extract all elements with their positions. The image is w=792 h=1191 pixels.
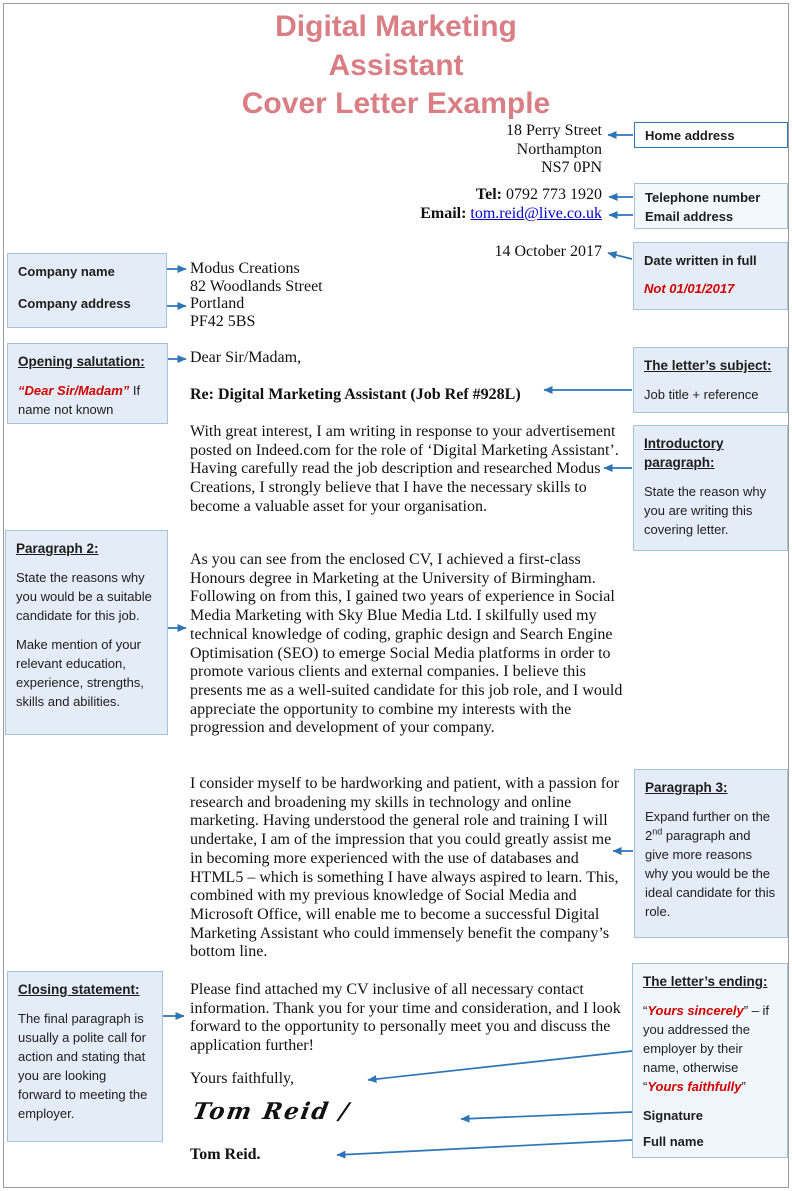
callout-subject (633, 347, 788, 413)
callout-paragraph-3-body (645, 807, 777, 921)
arrow-signature (461, 1112, 632, 1119)
valediction: Yours faithfully, (190, 1070, 295, 1087)
tel-value: 0792 773 1920 (502, 186, 602, 203)
callout-date-heading: Date written in full (644, 253, 757, 268)
email-label: Email: (420, 204, 467, 222)
paragraph-2: As you can see from the enclosed CV, I achieved a first-class Honours degree in Marketing at the University of Birmingham. Following on from this, I gained two years of experience in Social Media Marketing with Sky Blue Media Ltd. I skilfully used my technical knowledge of coding, graphic design and Search Engine Optimisation (SEO) to emerge Social Media platforms in order to promote various clients and external companies. I believe this presents me as a well-suited candidate for this job role, and I would appreciate the opportunity to combine my interests with the progression and development of your company. (190, 551, 623, 737)
callout-opening-heading: Opening salutation: (18, 354, 145, 369)
callout-company-address-label: Company address (18, 296, 131, 311)
callout-date (633, 242, 788, 310)
company-address-block (190, 260, 323, 330)
callout-paragraph-3-body-sup: nd (652, 826, 663, 837)
callout-paragraph-3-body-pre: Expand further on the 2 (645, 809, 771, 843)
callout-paragraph-2-body-2: Make mention of your relevant education, experience, strengths, skills and abilities. (16, 637, 144, 709)
callout-home-address (634, 122, 788, 148)
callout-email-label: Email address (645, 209, 734, 224)
typed-name: Tom Reid. (190, 1146, 261, 1163)
callout-ending (632, 963, 788, 1158)
home-address-line-1: 18 Perry Street (506, 122, 602, 139)
callout-paragraph-2-body-1: State the reasons why you would be a suitable candidate for this job. (16, 570, 152, 623)
callout-paragraph-2 (5, 530, 168, 735)
arrow-date (608, 253, 632, 259)
arrow-fullname (337, 1140, 632, 1155)
callout-opening-body (18, 381, 157, 419)
telephone-line (420, 186, 602, 205)
callout-subject-body: Job title + reference (644, 387, 759, 402)
callout-ending-yours-faithfully: Yours faithfully (647, 1079, 742, 1094)
callout-ending-body (643, 1001, 777, 1096)
email-link[interactable]: tom.reid@live.co.uk (470, 204, 602, 222)
paragraph-4: Please find attached my CV inclusive of all necessary contact information. Thank you for your time and consideration, and I look forward to the opportunity to personally meet you and discuss the application further! (190, 981, 621, 1055)
callout-opening (7, 343, 168, 424)
callout-ending-quote-close: ” (741, 1079, 746, 1094)
page-title (0, 8, 792, 124)
callout-phone-email (634, 183, 788, 229)
callout-paragraph-3-body-post: paragraph and give more reasons why you would be the ideal candidate for this role. (645, 828, 776, 919)
company-address-line-3: PF42 5BS (190, 312, 256, 330)
page-title-line-2: Assistant (328, 48, 464, 82)
page-title-line-3: Cover Letter Example (241, 87, 551, 120)
home-address-line-2: Northampton (516, 140, 602, 158)
callout-date-note: Not 01/01/2017 (644, 281, 735, 296)
tel-label: Tel: (475, 186, 502, 203)
subject-line: Re: Digital Marketing Assistant (Job Ref #928L) (190, 386, 521, 403)
callout-closing-body: The final paragraph is usually a polite call for action and stating that you are looking forward to meeting the employer. (18, 1011, 148, 1121)
company-address-line-2: Portland (190, 295, 245, 313)
callout-ending-mid-text: ” – if you addressed the employer by their name, otherwise “ (643, 1003, 769, 1094)
callout-ending-yours-sincerely: Yours sincerely (647, 1003, 744, 1018)
contact-block (420, 186, 602, 223)
callout-ending-heading: The letter’s ending: (643, 974, 768, 989)
company-address-line-1: 82 Woodlands Street (190, 277, 323, 295)
callout-opening-highlight: “Dear Sir/Madam” (18, 383, 130, 398)
handwritten-signature: Tom Reid / (190, 1098, 353, 1125)
callout-paragraph-3-heading: Paragraph 3: (645, 780, 728, 795)
callout-telephone-label: Telephone number (645, 190, 761, 205)
callout-paragraph-2-heading: Paragraph 2: (16, 541, 99, 556)
callout-company-name-label: Company name (18, 264, 115, 279)
page-title-line-1: Digital Marketing (275, 10, 517, 43)
callout-fullname-label: Full name (643, 1134, 704, 1149)
callout-closing (7, 971, 163, 1142)
salutation: Dear Sir/Madam, (190, 349, 302, 366)
letter-date: 14 October 2017 (494, 243, 602, 260)
callout-closing-heading: Closing statement: (18, 982, 140, 997)
callout-ending-quote-open: “ (643, 1003, 648, 1018)
callout-paragraph-3 (634, 769, 788, 938)
company-name-line: Modus Creations (190, 260, 300, 277)
callout-company (7, 253, 167, 328)
callout-signature-label: Signature (643, 1108, 703, 1123)
callout-home-address-label: Home address (645, 128, 735, 143)
callout-intro (633, 425, 788, 551)
callout-intro-heading: Introductory paragraph: (644, 436, 724, 470)
paragraph-1: With great interest, I am writing in response to your advertisement posted on Indeed.com for the role of ‘Digital Marketing Assistant’. Having carefully read the job description and researched Modus Creations, I strongly believe that I have the necessary skills to become a valuable asset for your organisation. (190, 423, 619, 515)
paragraph-3: I consider myself to be hardworking and patient, with a passion for research and broadening my skills in technology and online marketing. Having understood the general role and training I will undertake, I am of the impression that you could greatly assist me in becoming more experienced with the use of databases and HTML5 – which is something I have always aspired to learn. This, combined with my previous knowledge of Social Media and Microsoft Office, will enable me to become a successful Digital Marketing Assistant who could immensely benefit the company’s bottom line. (190, 775, 620, 961)
callout-intro-body: State the reason why you are writing this covering letter. (644, 484, 767, 537)
email-line (420, 205, 602, 224)
home-address-block (506, 122, 602, 178)
callout-opening-rest: If name not known (18, 383, 141, 417)
callout-subject-heading: The letter’s subject: (644, 358, 772, 373)
home-address-line-3: NS7 0PN (541, 159, 602, 177)
